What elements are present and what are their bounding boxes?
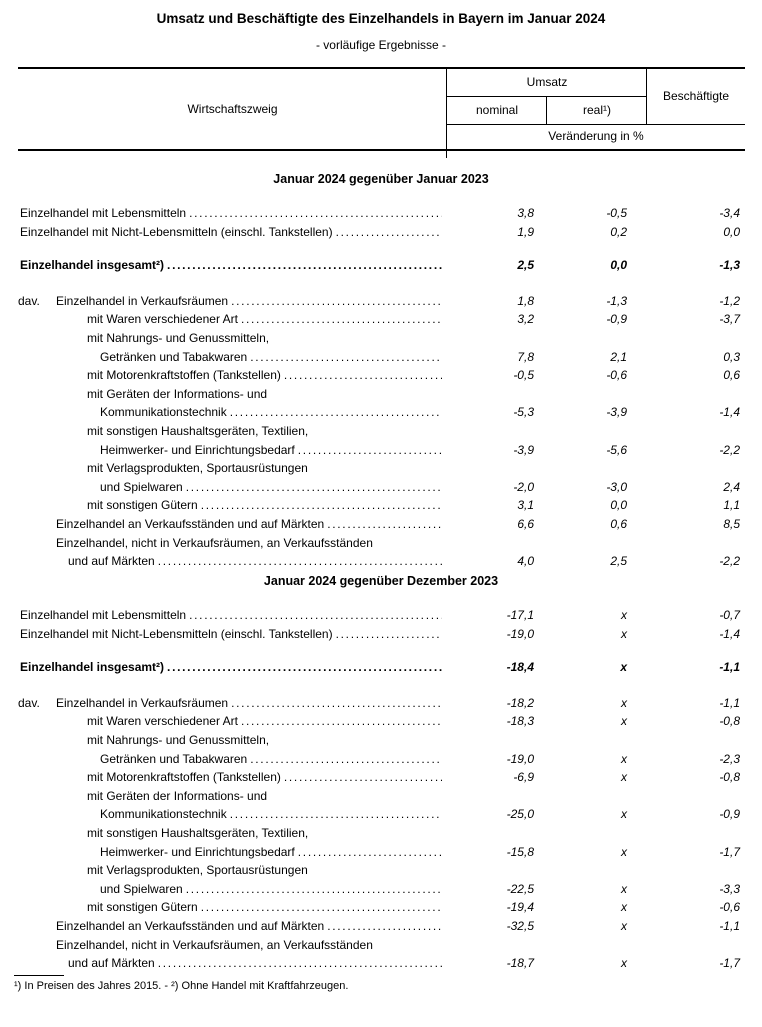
value-nominal: 3,2	[517, 312, 534, 327]
value-beschaeftigte: -1,3	[719, 258, 740, 273]
row-label: und Spielwaren	[100, 881, 183, 896]
header-wirtschaftszweig: Wirtschaftszweig	[187, 102, 278, 116]
page-title: Umsatz und Beschäftigte des Einzelhandels in Bayern im Januar 2024	[156, 11, 606, 26]
row-label: mit Geräten der Informations- und	[87, 788, 268, 803]
row-label: Einzelhandel, nicht in Verkaufsräumen, an Verkaufsständen	[56, 535, 373, 550]
value-beschaeftigte: -1,4	[719, 405, 740, 420]
footnote-text: ¹) In Preisen des Jahres 2015. - ²) Ohne Handel mit Kraftfahrzeugen.	[14, 980, 349, 992]
leader-dots	[167, 660, 442, 674]
table-row-line	[0, 826, 762, 845]
table-row-line	[0, 938, 762, 957]
value-real: -0,9	[606, 312, 627, 327]
value-beschaeftigte: 0,0	[723, 224, 740, 239]
table-row-line	[0, 660, 762, 679]
table-row-line	[0, 424, 762, 443]
section-jan-vs-jan	[0, 172, 762, 573]
value-nominal: -17,1	[506, 608, 534, 622]
value-nominal: 7,8	[517, 349, 534, 364]
value-real: 0,0	[610, 498, 627, 513]
value-beschaeftigte: -1,7	[719, 844, 740, 859]
row-label: Einzelhandel in Verkaufsräumen	[56, 695, 229, 710]
row-label: und auf Märkten	[68, 956, 155, 971]
leader-dots	[158, 956, 442, 970]
value-real: x	[621, 956, 627, 971]
table-row-line	[0, 443, 762, 462]
value-nominal: 3,8	[517, 206, 534, 220]
row-label: Einzelhandel an Verkaufsständen und auf Märkten	[56, 918, 325, 933]
table-row-line	[0, 752, 762, 771]
table-row-line	[0, 350, 762, 369]
value-nominal: 4,0	[517, 554, 534, 569]
leader-dots	[241, 312, 442, 326]
table-row-line	[0, 480, 762, 499]
row-label: und auf Märkten	[68, 554, 155, 569]
value-beschaeftigte: 2,4	[723, 479, 740, 494]
table-row-line	[0, 714, 762, 733]
value-beschaeftigte: -2,2	[719, 554, 740, 569]
leader-dots	[327, 919, 442, 933]
value-nominal: -19,4	[506, 900, 534, 915]
footnote-rule	[14, 975, 64, 976]
table-row-line	[0, 956, 762, 975]
value-beschaeftigte: 1,1	[723, 498, 740, 513]
leader-dots	[186, 480, 442, 494]
value-nominal: -2,0	[513, 479, 534, 494]
value-real: x	[621, 626, 627, 641]
row-label: Einzelhandel insgesamt²)	[20, 258, 165, 273]
row-label: Getränken und Tabakwaren	[100, 751, 248, 766]
value-beschaeftigte: -0,8	[719, 770, 740, 785]
row-block	[0, 258, 762, 277]
leader-dots	[231, 294, 442, 308]
value-beschaeftigte: -3,3	[719, 881, 740, 896]
value-beschaeftigte: -0,7	[719, 608, 740, 622]
leader-dots	[336, 225, 442, 239]
table-row-line	[0, 696, 762, 715]
value-real: 0,2	[610, 224, 627, 239]
leader-dots	[189, 608, 442, 622]
value-real: x	[621, 881, 627, 896]
leader-dots	[284, 368, 442, 382]
value-beschaeftigte: 8,5	[723, 516, 740, 531]
value-nominal: -19,0	[506, 626, 534, 641]
value-real: x	[621, 751, 627, 766]
row-label: Einzelhandel an Verkaufsständen und auf Märkten	[56, 516, 325, 531]
row-label: mit Waren verschiedener Art	[87, 714, 238, 729]
section-heading: Januar 2024 gegenüber Januar 2023	[273, 172, 489, 186]
value-beschaeftigte: -0,9	[719, 807, 740, 822]
value-real: x	[621, 844, 627, 859]
value-nominal: 1,8	[517, 293, 534, 308]
value-nominal: 3,1	[517, 498, 534, 513]
value-real: 2,1	[610, 349, 627, 364]
row-label: mit sonstigen Haushaltsgeräten, Textilien,	[87, 423, 309, 438]
row-label: mit Geräten der Informations- und	[87, 386, 268, 401]
value-nominal: -18,2	[506, 695, 534, 710]
header-umsatz: Umsatz	[526, 75, 568, 89]
leader-dots	[284, 770, 442, 784]
table-row-line	[0, 206, 762, 225]
header-nominal: nominal	[475, 103, 519, 117]
table-row-line	[0, 919, 762, 938]
value-nominal: -18,7	[506, 956, 534, 971]
row-label: mit Verlagsprodukten, Sportausrüstungen	[87, 863, 308, 878]
row-label: Einzelhandel in Verkaufsräumen	[56, 293, 229, 308]
leader-dots	[336, 627, 442, 641]
value-real: 2,5	[610, 554, 627, 569]
row-label: Einzelhandel mit Nicht-Lebensmitteln (einschl. Tankstellen)	[20, 224, 333, 239]
leader-dots	[189, 206, 442, 220]
table-row-line	[0, 331, 762, 350]
leader-dots	[298, 845, 442, 859]
leader-dots	[201, 498, 442, 512]
leader-dots	[250, 350, 442, 364]
value-nominal: -18,3	[506, 714, 534, 729]
row-label: Einzelhandel, nicht in Verkaufsräumen, an Verkaufsständen	[56, 937, 373, 952]
value-nominal: -32,5	[506, 918, 534, 933]
value-real: -3,9	[606, 405, 627, 420]
row-block	[0, 696, 762, 975]
table-row-line	[0, 312, 762, 331]
value-real: 0,0	[610, 258, 627, 273]
section-jan-vs-dec	[0, 574, 762, 975]
value-real: x	[621, 807, 627, 822]
value-real: -3,0	[606, 479, 627, 494]
leader-dots	[230, 807, 442, 821]
table-row-line	[0, 517, 762, 536]
value-nominal: 6,6	[517, 516, 534, 531]
value-nominal: -15,8	[506, 844, 534, 859]
value-beschaeftigte: -1,1	[719, 660, 740, 675]
table-row-line	[0, 807, 762, 826]
leader-dots	[241, 714, 442, 728]
row-label: mit Waren verschiedener Art	[87, 312, 238, 327]
row-label: mit Verlagsprodukten, Sportausrüstungen	[87, 461, 308, 476]
subheader-underline	[447, 124, 745, 125]
value-beschaeftigte: -1,1	[719, 695, 740, 710]
value-real: -5,6	[606, 442, 627, 457]
row-label: mit sonstigen Gütern	[87, 498, 198, 513]
leader-dots	[327, 517, 442, 531]
table-row-line	[0, 461, 762, 480]
row-label: Einzelhandel mit Lebensmitteln	[20, 206, 187, 220]
value-real: x	[621, 608, 627, 622]
row-label: Heimwerker- und Einrichtungsbedarf	[100, 442, 295, 457]
row-label: mit Motorenkraftstoffen (Tankstellen)	[87, 770, 281, 785]
table-row-line	[0, 294, 762, 313]
value-beschaeftigte: -1,2	[719, 293, 740, 308]
table-row-line	[0, 554, 762, 573]
value-nominal: -0,5	[513, 368, 534, 383]
value-real: -0,6	[606, 368, 627, 383]
header-bottom-rule	[18, 149, 745, 151]
value-real: -1,3	[606, 293, 627, 308]
table-row-line	[0, 845, 762, 864]
row-block	[0, 206, 762, 243]
value-beschaeftigte: -3,7	[719, 312, 740, 327]
dav-prefix: dav.	[18, 293, 40, 308]
value-real: x	[621, 900, 627, 915]
value-beschaeftigte: 0,3	[723, 349, 740, 364]
umsatz-underline	[447, 96, 647, 97]
row-label: Kommunikationstechnik	[100, 807, 227, 822]
table-row-line	[0, 627, 762, 646]
value-beschaeftigte: -3,4	[719, 206, 740, 220]
table-row-line	[0, 405, 762, 424]
table-row-line	[0, 900, 762, 919]
row-label: Einzelhandel insgesamt²)	[20, 660, 165, 675]
row-label: Getränken und Tabakwaren	[100, 349, 248, 364]
leader-dots	[158, 554, 442, 568]
row-block	[0, 294, 762, 573]
value-nominal: -5,3	[513, 405, 534, 420]
leader-dots	[298, 443, 442, 457]
header-veraenderung: Veränderung in %	[548, 129, 644, 143]
section-heading: Januar 2024 gegenüber Dezember 2023	[263, 574, 499, 588]
value-real: x	[620, 660, 627, 675]
leader-dots	[230, 405, 442, 419]
value-real: 0,6	[610, 516, 627, 531]
value-nominal: -3,9	[513, 442, 534, 457]
value-real: x	[621, 770, 627, 785]
table-row-line	[0, 258, 762, 277]
value-beschaeftigte: -2,2	[719, 442, 740, 457]
leader-dots	[167, 258, 442, 272]
table-row-line	[0, 863, 762, 882]
row-block	[0, 608, 762, 645]
value-real: -0,5	[606, 206, 627, 220]
row-block	[0, 660, 762, 679]
table-row-line	[0, 225, 762, 244]
leader-dots	[186, 882, 442, 896]
value-nominal: -6,9	[513, 770, 534, 785]
value-nominal: -18,4	[506, 660, 534, 675]
value-real: x	[621, 714, 627, 729]
header-beschaeftigte: Beschäftigte	[662, 89, 730, 103]
table-row-line	[0, 368, 762, 387]
table-row-line	[0, 882, 762, 901]
row-label: mit Nahrungs- und Genussmitteln,	[87, 330, 270, 345]
header-top-rule	[18, 67, 745, 69]
row-label: Einzelhandel mit Lebensmitteln	[20, 608, 187, 622]
value-nominal: -25,0	[506, 807, 534, 822]
table-row-line	[0, 498, 762, 517]
dav-prefix: dav.	[18, 695, 40, 710]
leader-dots	[231, 696, 442, 710]
page-subtitle: - vorläufige Ergebnisse -	[315, 38, 447, 52]
row-label: mit Nahrungs- und Genussmitteln,	[87, 732, 270, 747]
value-nominal: -22,5	[506, 881, 534, 896]
value-nominal: 2,5	[517, 258, 534, 273]
value-nominal: -19,0	[506, 751, 534, 766]
value-beschaeftigte: -0,6	[719, 900, 740, 915]
value-beschaeftigte: -1,1	[719, 918, 740, 933]
value-nominal: 1,9	[517, 224, 534, 239]
leader-dots	[201, 900, 442, 914]
value-real: x	[621, 695, 627, 710]
value-beschaeftigte: -1,7	[719, 956, 740, 971]
table-row-line	[0, 770, 762, 789]
row-label: mit Motorenkraftstoffen (Tankstellen)	[87, 368, 281, 383]
table-row-line	[0, 733, 762, 752]
value-beschaeftigte: -2,3	[719, 751, 740, 766]
value-beschaeftigte: 0,6	[723, 368, 740, 383]
table-row-line	[0, 387, 762, 406]
row-label: mit sonstigen Gütern	[87, 900, 198, 915]
table-row-line	[0, 608, 762, 627]
row-label: mit sonstigen Haushaltsgeräten, Textilien,	[87, 825, 309, 840]
leader-dots	[250, 752, 442, 766]
table-row-line	[0, 789, 762, 808]
header-real: real¹)	[582, 103, 611, 117]
row-label: Heimwerker- und Einrichtungsbedarf	[100, 844, 295, 859]
value-beschaeftigte: -1,4	[719, 626, 740, 641]
table-row-line	[0, 536, 762, 555]
value-beschaeftigte: -0,8	[719, 714, 740, 729]
value-real: x	[621, 918, 627, 933]
row-label: Einzelhandel mit Nicht-Lebensmitteln (einschl. Tankstellen)	[20, 626, 333, 641]
row-label: und Spielwaren	[100, 479, 183, 494]
row-label: Kommunikationstechnik	[100, 405, 227, 420]
